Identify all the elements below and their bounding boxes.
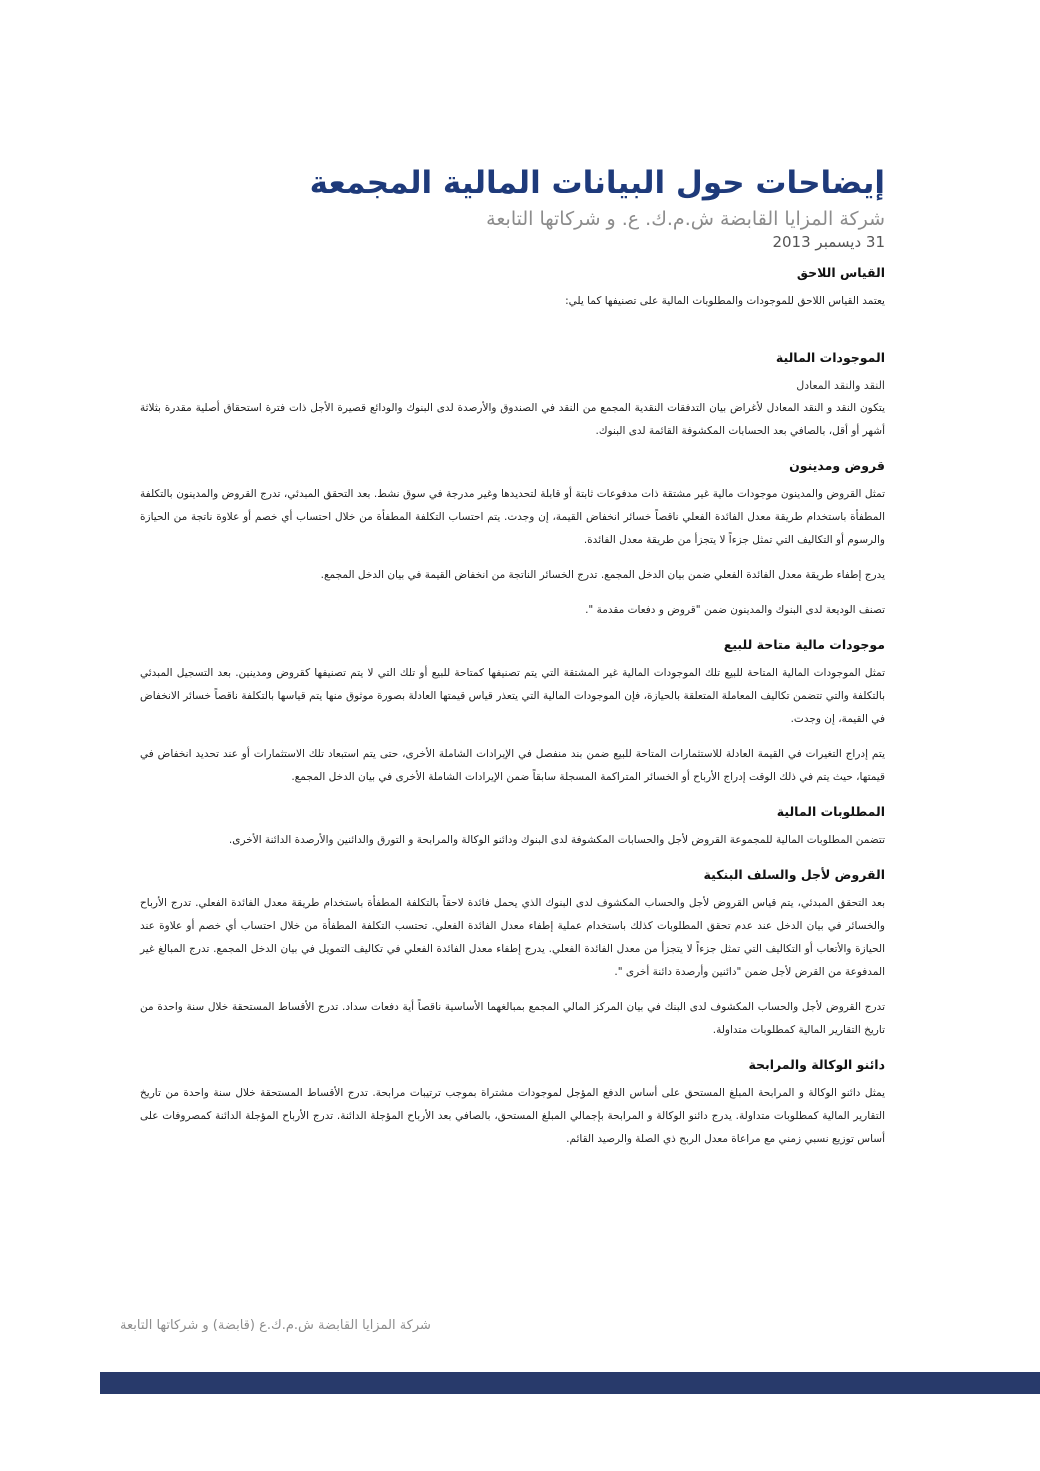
section-heading: القياس اللاحق <box>796 265 885 280</box>
section-subsequent-measurement <box>140 262 885 313</box>
paragraph: يدرج إطفاء طريقة معدل الفائدة الفعلي ضمن بيان الدخل المجمع. تدرج الخسائر الناتجة من انخفاض القيمة في بيان الدخل المجمع. <box>320 569 885 581</box>
section-financial-liabilities <box>140 801 885 852</box>
section-heading: القروض لأجل والسلف البنكية <box>703 867 885 882</box>
report-date: 31 ديسمبر 2013 <box>772 233 885 251</box>
paragraph: يتم إدراج التغيرات في القيمة العادلة للاستثمارات المتاحة للبيع ضمن بند منفصل في الإيرادات الشاملة الأخرى، حتى يتم استبعاد تلك الاستثمارات أو عند تحديد انخفاض في قيمتها، حيث يتم في ذلك الوقت إدراج الأرباح أو الخسائر المتراكمة المسجلة سابقاً ضمن الإيرادات الشاملة الأخرى في بيان الدخل المجمع. <box>140 748 885 783</box>
paragraph: تصنف الوديعة لدى البنوك والمدينون ضمن "قروض و دفعات مقدمة ". <box>585 604 885 616</box>
section-heading: قروض ومدينون <box>789 458 885 473</box>
section-wakala-murabaha <box>140 1054 885 1151</box>
paragraph: يتكون النقد و النقد المعادل لأغراض بيان التدفقات النقدية المجمع من النقد في الصندوق والأرصدة لدى البنوك والودائع قصيرة الأجل ذات فترة استحقاق أصلية مقدرة بثلاثة أشهر أو أقل، بالصافي بعد الحسابات المكشوفة القائمة لدى البنوك. <box>140 402 885 437</box>
paragraph: تمثل القروض والمدينون موجودات مالية غير مشتقة ذات مدفوعات ثابتة أو قابلة لتحديدها وغير مدرجة في سوق نشط. بعد التحقق المبدئي، تدرج القروض والمدينون بالتكلفة المطفأة باستخدام طريقة معدل الفائدة الفعلي ناقصاً خسائر انخفاض القيمة، إن وجدت. يتم احتساب التكلفة المطفأة من خلال احتساب أي خصم أو علاوة ناتجة من الحيازة والرسوم أو التكاليف التي تمثل جزءاً لا يتجزأ من طريقة معدل الفائدة. <box>140 488 885 546</box>
section-loans-receivables <box>140 455 885 622</box>
company-name: شركة المزايا القابضة ش.م.ك. ع. و شركاتها التابعة <box>486 208 885 230</box>
section-subheading: النقد والنقد المعادل <box>796 379 885 392</box>
section-financial-assets <box>140 347 885 443</box>
section-heading: الموجودات المالية <box>775 350 885 365</box>
section-heading: دائنو الوكالة والمرابحة <box>748 1057 885 1072</box>
section-heading: موجودات مالية متاحة للبيع <box>723 637 885 652</box>
footer-bar <box>100 1372 1040 1394</box>
paragraph: تدرج القروض لأجل والحساب المكشوف لدى البنك في بيان المركز المالي المجمع بمبالغهما الأساسية ناقصاً أية دفعات سداد. تدرج الأقساط المستحقة خلال سنة واحدة من تاريخ التقارير المالية كمطلوبات متداولة. <box>140 1001 885 1036</box>
page-title: إيضاحات حول البيانات المالية المجمعة <box>309 165 885 201</box>
paragraph: يمثل دائنو الوكالة و المرابحة المبلغ المستحق على أساس الدفع المؤجل لموجودات مشتراة بموجب ترتيبات مرابحة. تدرج الأقساط المستحقة خلال سنة واحدة من تاريخ التقارير المالية كمطلوبات متداولة. يدرج دائنو الوكالة و المرابحة بإجمالي المبلغ المستحق، بالصافي بعد الأرباح المؤجلة الدائنة. تدرج الأرباح المؤجلة الدائنة كمصروفات على أساس توزيع نسبي زمني مع مراعاة معدل الربح ذي الصلة والرصيد القائم. <box>140 1087 885 1145</box>
paragraph: تتضمن المطلوبات المالية للمجموعة القروض لأجل والحسابات المكشوفة لدى البنوك ودائنو الوكالة والمرابحة و التورق والدائنين والأرصدة الدائنة الأخرى. <box>228 834 885 846</box>
paragraph: بعد التحقق المبدئي، يتم قياس القروض لأجل والحساب المكشوف لدى البنوك الذي يحمل فائدة لاحقاً بالتكلفة المطفأة باستخدام طريقة معدل الفائدة الفعلي. تدرج الأرباح والخسائر في بيان الدخل عند عدم تحقق المطلوبات كذلك باستخدام عملية إطفاء معدل الفائدة الفعلي. تحتسب التكلفة المطفأة من خلال احتساب أي خصم أو علاوة عند الحيازة والأتعاب أو التكاليف التي تمثل جزءاً لا يتجزأ من معدل الفائدة الفعلي. يدرج إطفاء معدل الفائدة الفعلي في تكاليف التمويل في بيان الدخل المجمع. تدرج المبالغ غير المدفوعة من القرض لأجل ضمن "دائنين وأرصدة دائنة أخرى ". <box>140 897 885 978</box>
section-heading: المطلوبات المالية <box>776 804 885 819</box>
paragraph: تمثل الموجودات المالية المتاحة للبيع تلك الموجودات المالية غير المشتقة التي يتم تصنيفها كمتاحة للبيع أو تلك التي لا يتم تصنيفها كقروض ومدينين. بعد التسجيل المبدئي بالتكلفة والتي تتضمن تكاليف المعاملة المتعلقة بالحيازة، فإن الموجودات المالية التي يتعذر قياس قيمتها العادلة بصورة موثوق منها يتم قياسها بالتكلفة ناقصاً خسائر الانخفاض في القيمة، إن وجدت. <box>140 667 885 725</box>
footer-company-name: شركة المزايا القابضة ش.م.ك.ع (قابضة) و شركاتها التابعة <box>120 1318 431 1333</box>
page-content <box>140 160 885 1163</box>
section-available-for-sale <box>140 634 885 789</box>
paragraph: يعتمد القياس اللاحق للموجودات والمطلوبات المالية على تصنيفها كما يلي: <box>565 295 885 307</box>
section-term-loans <box>140 864 885 1042</box>
